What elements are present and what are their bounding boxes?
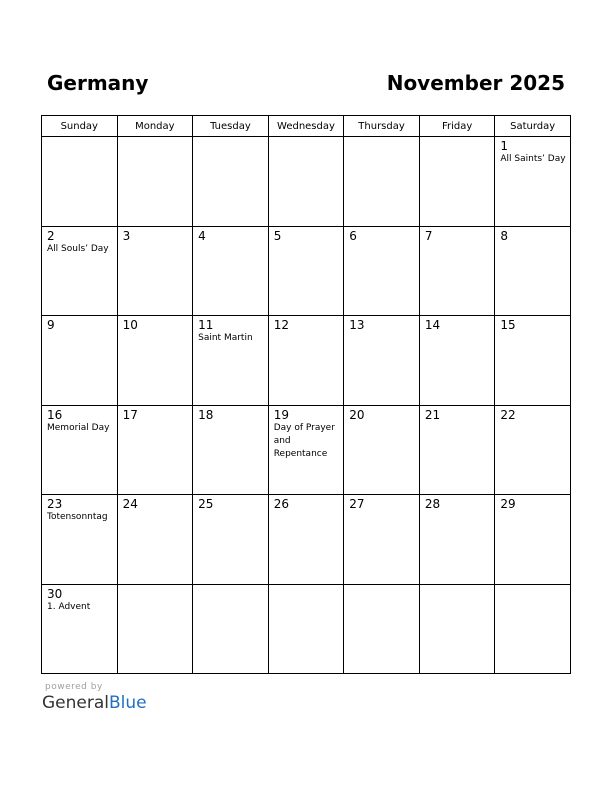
weekday-friday: Friday xyxy=(419,116,495,137)
day-number: 15 xyxy=(500,318,516,332)
day-cell xyxy=(495,584,571,674)
day-cell xyxy=(42,584,118,674)
week-row xyxy=(42,495,571,585)
day-number: 4 xyxy=(198,228,206,243)
day-cell xyxy=(268,495,344,585)
day-cell xyxy=(495,226,571,316)
day-cell xyxy=(344,137,420,227)
day-number: 28 xyxy=(424,497,441,511)
day-number xyxy=(269,585,344,588)
day-number: 2 xyxy=(47,228,55,243)
day-number: 1 xyxy=(500,139,509,153)
day-number: 9 xyxy=(47,318,55,332)
day-cell xyxy=(495,495,571,585)
day-cell xyxy=(117,226,193,316)
holiday-label: All Souls’ Day xyxy=(47,243,109,254)
day-cell xyxy=(193,405,269,495)
day-number xyxy=(193,585,268,588)
day-cell xyxy=(268,137,344,227)
day-number: 5 xyxy=(273,228,282,243)
weekday-wednesday: Wednesday xyxy=(268,116,344,137)
day-cell xyxy=(42,226,118,316)
day-number: 14 xyxy=(424,318,441,332)
day-cell xyxy=(117,584,193,674)
day-number xyxy=(118,585,193,588)
day-cell xyxy=(419,316,495,406)
day-number: 30 xyxy=(47,586,63,601)
day-cell xyxy=(268,226,344,316)
day-number: 12 xyxy=(273,318,289,332)
week-row xyxy=(42,137,571,227)
powered-by-label: powered by xyxy=(45,682,103,692)
day-number: 22 xyxy=(500,407,516,422)
calendar-grid xyxy=(41,115,571,674)
day-cell xyxy=(495,316,571,406)
day-cell xyxy=(193,495,269,585)
day-number xyxy=(495,585,570,588)
weekday-tuesday: Tuesday xyxy=(193,116,269,137)
day-number: 25 xyxy=(198,497,214,511)
day-number xyxy=(420,137,495,140)
day-cell xyxy=(419,137,495,227)
day-number: 26 xyxy=(273,497,289,511)
day-cell xyxy=(344,495,420,585)
holiday-label: All Saints’ Day xyxy=(500,154,566,164)
day-cell xyxy=(193,137,269,227)
day-number: 20 xyxy=(349,407,365,422)
day-number: 27 xyxy=(349,497,365,511)
day-cell xyxy=(42,316,118,406)
day-cell xyxy=(117,495,193,585)
day-number xyxy=(42,137,117,140)
day-number: 13 xyxy=(349,318,365,332)
day-number xyxy=(269,137,344,140)
holiday-label: 1. Advent xyxy=(47,601,91,612)
day-number: 21 xyxy=(424,407,441,422)
week-row xyxy=(42,316,571,406)
generalblue-logo[interactable] xyxy=(42,693,147,713)
day-cell xyxy=(268,584,344,674)
month-year-title: November 2025 xyxy=(386,71,565,95)
day-cell xyxy=(419,584,495,674)
day-cell xyxy=(419,405,495,495)
day-number xyxy=(344,585,419,588)
day-number: 18 xyxy=(198,407,214,422)
day-number: 10 xyxy=(122,318,138,332)
day-cell xyxy=(419,226,495,316)
day-cell xyxy=(495,137,571,227)
week-row xyxy=(42,584,571,674)
day-cell xyxy=(193,226,269,316)
day-number: 3 xyxy=(122,228,131,243)
day-cell xyxy=(117,405,193,495)
day-cell xyxy=(344,316,420,406)
day-number: 6 xyxy=(349,228,357,243)
day-number: 8 xyxy=(500,228,509,243)
day-cell xyxy=(419,495,495,585)
day-number xyxy=(344,137,419,140)
day-number xyxy=(118,137,193,140)
day-number: 19 xyxy=(273,407,289,422)
day-cell xyxy=(268,405,344,495)
day-cell xyxy=(344,584,420,674)
country-title: Germany xyxy=(47,71,149,95)
brand-general-text: General xyxy=(42,693,109,713)
brand-blue-text: Blue xyxy=(109,693,147,713)
day-cell xyxy=(42,495,118,585)
day-cell xyxy=(42,137,118,227)
week-row xyxy=(42,405,571,495)
day-cell xyxy=(117,137,193,227)
holiday-label: Day of Prayer and Repentance xyxy=(273,422,335,459)
day-cell xyxy=(344,226,420,316)
day-number xyxy=(193,137,268,140)
day-cell xyxy=(117,316,193,406)
day-cell xyxy=(495,405,571,495)
holiday-label: Saint Martin xyxy=(198,333,253,343)
day-number: 29 xyxy=(500,497,516,511)
week-row xyxy=(42,226,571,316)
weekday-saturday: Saturday xyxy=(495,116,571,137)
weekday-header-row xyxy=(42,116,571,137)
day-cell xyxy=(193,316,269,406)
day-number: 17 xyxy=(122,407,138,422)
day-cell xyxy=(344,405,420,495)
day-number: 7 xyxy=(424,228,433,243)
day-cell xyxy=(42,405,118,495)
day-number: 11 xyxy=(198,318,214,332)
day-number xyxy=(420,585,495,588)
weekday-sunday: Sunday xyxy=(42,116,118,137)
weekday-monday: Monday xyxy=(117,116,193,137)
day-cell xyxy=(268,316,344,406)
weekday-thursday: Thursday xyxy=(344,116,420,137)
day-number: 16 xyxy=(47,407,63,422)
holiday-label: Memorial Day xyxy=(47,422,110,433)
day-cell xyxy=(193,584,269,674)
day-number: 24 xyxy=(122,497,138,511)
day-number: 23 xyxy=(47,497,63,511)
holiday-label: Totensonntag xyxy=(47,512,108,522)
